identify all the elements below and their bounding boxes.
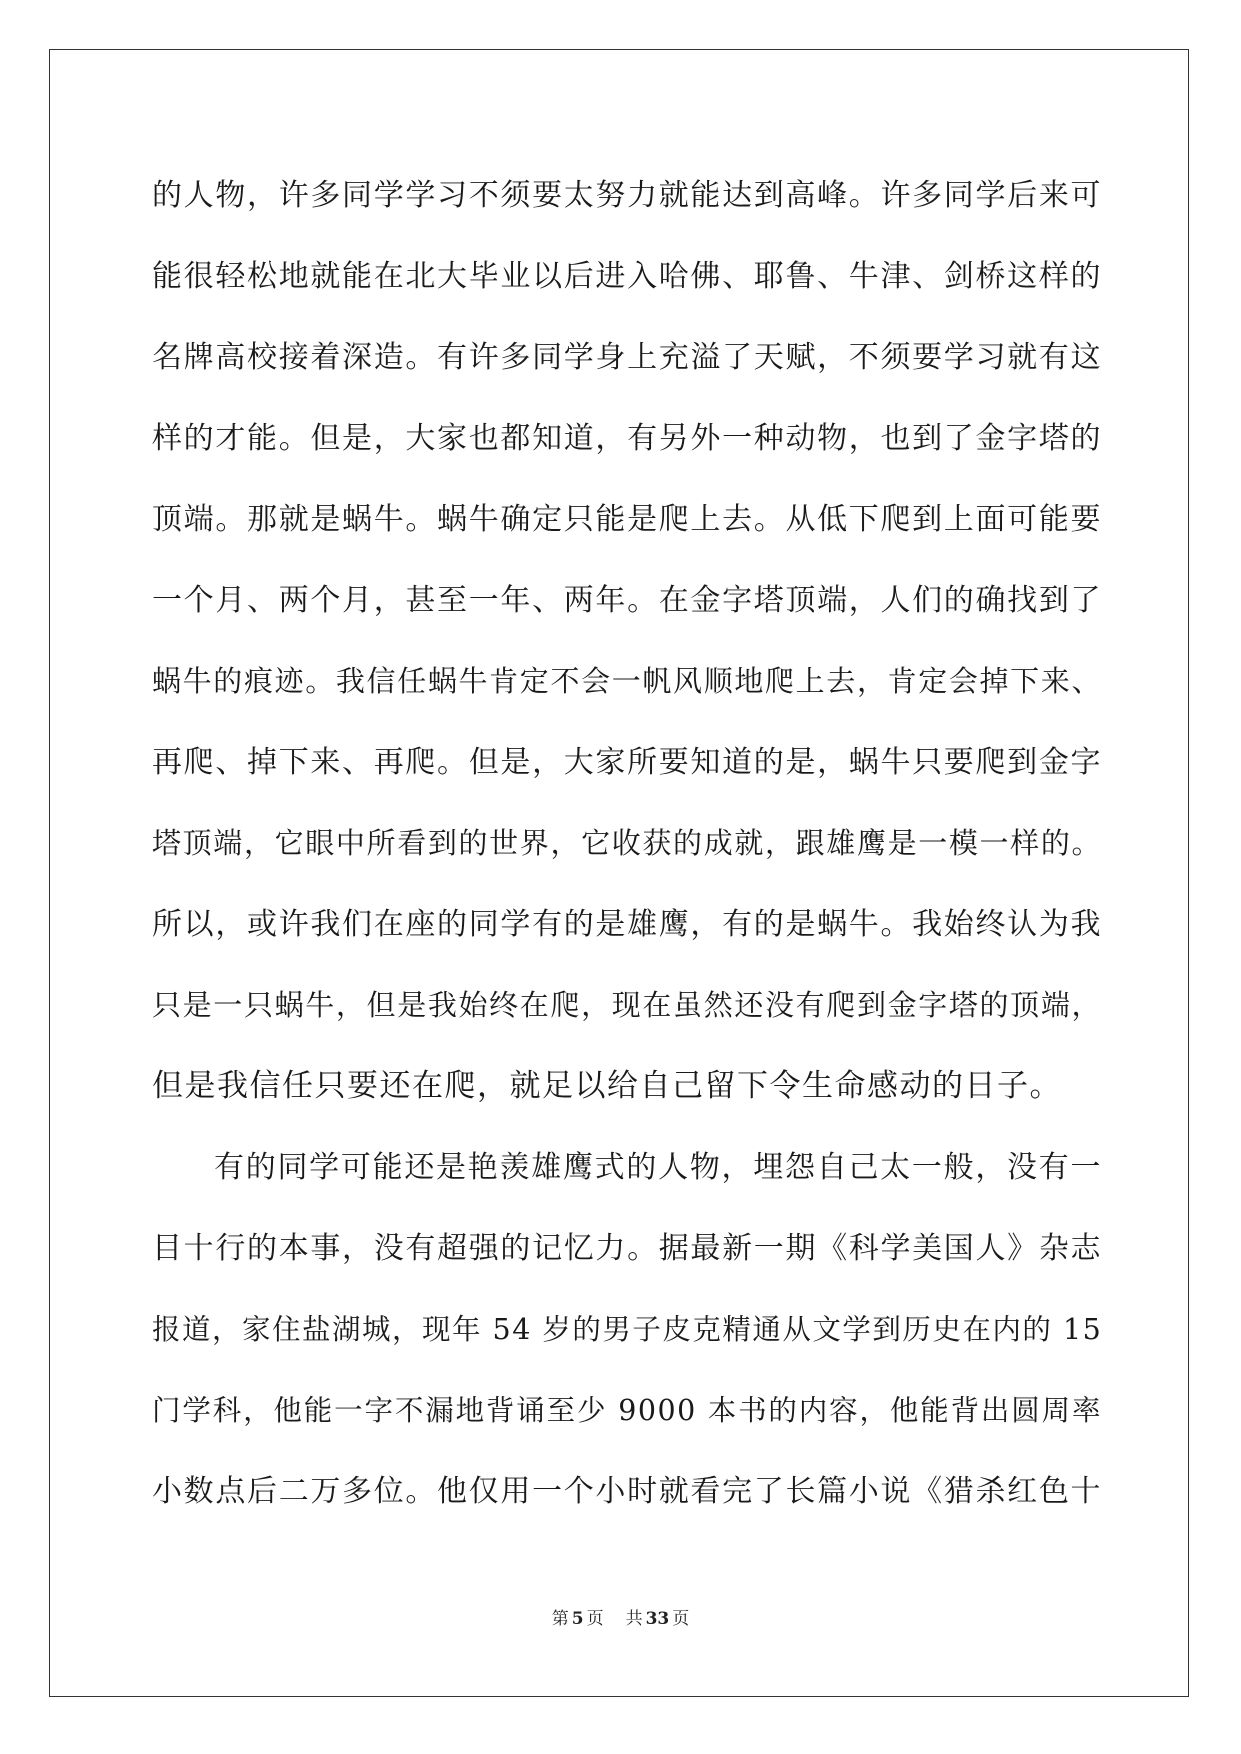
text-line: 一个月、两个月，甚至一年、两年。在金字塔顶端，人们的确找到了: [152, 583, 1102, 618]
document-body: [152, 155, 1102, 1532]
footer-page-suffix: 页: [586, 1609, 604, 1629]
text-line: 塔顶端，它眼中所看到的世界，它收获的成就，跟雄鹰是一模一样的。: [152, 826, 1102, 860]
footer-page-number: 5: [571, 1609, 584, 1629]
text-line: 蜗牛的痕迹。我信任蜗牛肯定不会一帆风顺地爬上去，肯定会掉下来、: [152, 664, 1102, 698]
text-line: 样的才能。但是，大家也都知道，有另外一种动物，也到了金字塔的: [152, 421, 1102, 456]
text-line: 所以，或许我们在座的同学有的是雄鹰，有的是蜗牛。我始终认为我: [152, 907, 1102, 942]
text-line: 能很轻松地就能在北大毕业以后进入哈佛、耶鲁、牛津、剑桥这样的: [152, 259, 1102, 294]
page-footer: [0, 1604, 1241, 1629]
paragraph-first-line: 有的同学可能还是艳羡雄鹰式的人物，埋怨自己太一般，没有一: [214, 1150, 1102, 1185]
text-line: 名牌高校接着深造。有许多同学身上充溢了天赋，不须要学习就有这: [152, 340, 1102, 375]
text-line: 目十行的本事，没有超强的记忆力。据最新一期《科学美国人》杂志: [152, 1231, 1102, 1266]
text-line: 门学科，他能一字不漏地背诵至少 9000 本书的内容，他能背出圆周率: [152, 1394, 1102, 1427]
footer-total-prefix: 共: [625, 1609, 643, 1629]
footer-page-prefix: 第: [551, 1609, 569, 1629]
text-line: 报道，家住盐湖城，现年 54 岁的男子皮克精通从文学到历史在内的 15: [152, 1313, 1103, 1346]
text-line: 顶端。那就是蜗牛。蜗牛确定只能是爬上去。从低下爬到上面可能要: [152, 502, 1102, 537]
text-line: 再爬、掉下来、再爬。但是，大家所要知道的是，蜗牛只要爬到金字: [152, 745, 1102, 780]
text-line: 但是我信任只要还在爬，就足以给自己留下令生命感动的日子。: [152, 1068, 1062, 1104]
text-line: 小数点后二万多位。他仅用一个小时就看完了长篇小说《猎杀红色十: [152, 1474, 1102, 1509]
footer-total-pages: 33: [645, 1609, 670, 1629]
text-line: 的人物，许多同学学习不须要太努力就能达到高峰。许多同学后来可: [152, 178, 1102, 213]
text-line: 只是一只蜗牛，但是我始终在爬，现在虽然还没有爬到金字塔的顶端，: [152, 988, 1102, 1022]
footer-total-suffix: 页: [672, 1609, 690, 1629]
